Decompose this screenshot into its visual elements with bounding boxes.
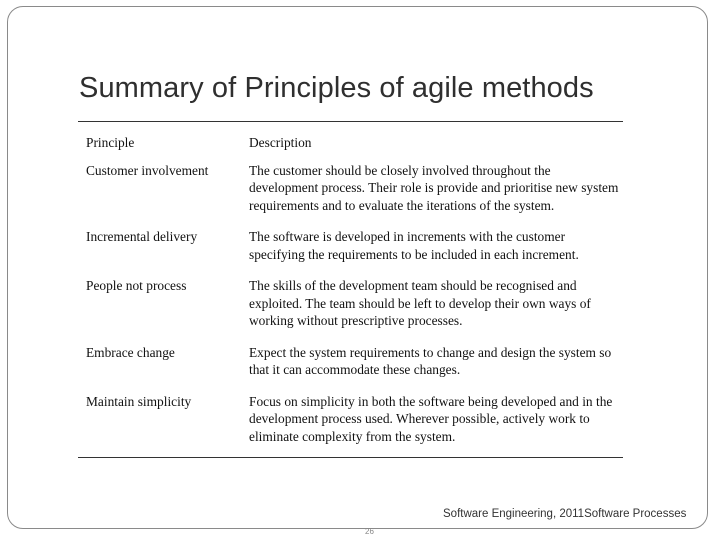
description-cell: Focus on simplicity in both the software being developed and in the development process used. Wherever possible, actively work to eliminate complexity from the system. <box>249 393 613 444</box>
description-cell: The customer should be closely involved throughout the development process. Their role is provide and prioritise new system requirements and to evaluate the iterations of the system. <box>249 162 619 213</box>
table-row <box>78 156 623 223</box>
description-cell: The software is developed in increments with the customer specifying the requirements to be included in each increment. <box>249 229 579 262</box>
header-description: Description <box>249 135 312 150</box>
header-principle: Principle <box>86 135 135 150</box>
table-row <box>78 271 623 338</box>
description-cell: The skills of the development team should be recognised and exploited. The team should be left to develop their own ways of working without prescriptive processes. <box>249 278 591 328</box>
principle-cell: Embrace change <box>86 344 175 360</box>
table-row <box>78 222 623 271</box>
table-row <box>78 387 623 458</box>
slide-title: Summary of Principles of agile methods <box>79 72 594 104</box>
slide-footer: Software Engineering, 2011Software Processes <box>443 508 687 520</box>
principles-table <box>78 121 623 458</box>
page-number: 26 <box>365 527 374 536</box>
description-cell: Expect the system requirements to change and design the system so that it can accommodate these changes. <box>249 344 612 377</box>
principle-cell: People not process <box>86 278 187 293</box>
principle-cell: Incremental delivery <box>86 229 198 244</box>
table-header-row <box>78 122 623 156</box>
principle-cell: Customer involvement <box>86 162 209 178</box>
table-row <box>78 338 623 387</box>
principle-cell: Maintain simplicity <box>86 393 192 409</box>
